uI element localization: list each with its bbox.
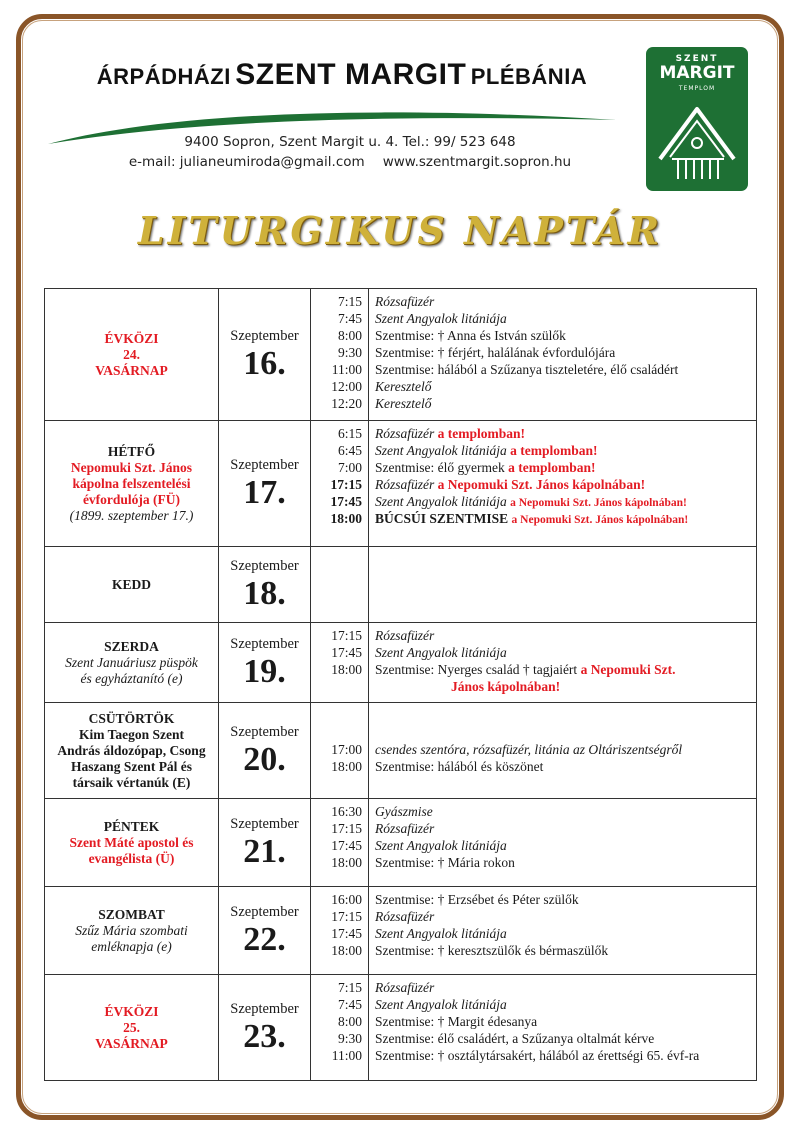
date-number: 20. — [243, 740, 286, 778]
day-label-line: SZOMBAT — [98, 906, 165, 922]
day-label-line: Szűz Mária szombati — [75, 922, 188, 938]
event-time: 9:30 — [337, 345, 362, 360]
event-text: Szentmise: † osztálytársakért, hálából az érettségi 65. évf-ra — [375, 1048, 700, 1063]
event-time: 18:00 — [330, 511, 362, 526]
event-time: 17:15 — [331, 909, 362, 924]
day-label-line: evangélista (Ü) — [88, 850, 175, 866]
event-text: Szent Angyalok litániája — [375, 645, 507, 660]
event-time: 17:15 — [331, 628, 362, 643]
times-cell — [311, 289, 369, 421]
event-text: Szent Angyalok litániája — [375, 838, 507, 853]
date-number: 17. — [243, 473, 286, 511]
event-time: 12:00 — [331, 379, 362, 394]
event-line — [375, 644, 756, 661]
event-time: 12:20 — [331, 396, 362, 411]
day-label-line: Nepomuki Szt. János — [70, 459, 193, 475]
day-label-line: 25. — [123, 1019, 140, 1035]
day-label-line: Haszang Szent Pál és — [70, 758, 193, 774]
event-text: a Nepomuki Szt. János kápolnában! — [437, 477, 646, 492]
day-label-line: kápolna felszentelési — [72, 475, 191, 491]
event-time: 6:15 — [337, 426, 362, 441]
event-text: Rózsafüzér — [375, 426, 438, 441]
event-time: 8:00 — [337, 328, 362, 343]
month-label: Szeptember — [230, 903, 299, 920]
calendar-row — [45, 799, 757, 887]
event-line — [375, 854, 756, 871]
event-text: Szentmise: † keresztszülők és bérmaszülők — [375, 943, 609, 958]
day-label-line: és egyháztanító (e) — [80, 670, 183, 686]
calendar-row — [45, 547, 757, 623]
event-text: János kápolnában! — [451, 679, 561, 694]
event-line — [375, 1030, 756, 1047]
events-cell — [369, 623, 757, 703]
event-line — [375, 707, 756, 724]
date-number: 19. — [243, 652, 286, 690]
day-label-line: VASÁRNAP — [95, 362, 168, 378]
event-time: 7:45 — [337, 997, 362, 1012]
event-text: Gyászmise — [375, 804, 433, 819]
events-cell — [369, 799, 757, 887]
date-cell — [219, 421, 311, 547]
church-icon — [656, 99, 738, 185]
times-cell — [311, 547, 369, 623]
event-text: Szent Angyalok litániája — [375, 443, 511, 458]
parish-name — [62, 58, 622, 92]
event-line — [375, 724, 756, 741]
day-cell — [45, 887, 219, 975]
day-cell — [45, 975, 219, 1081]
date-cell — [219, 703, 311, 799]
events-cell — [369, 547, 757, 623]
event-text: Rózsafüzér — [375, 821, 435, 836]
event-line — [375, 891, 756, 908]
event-line — [375, 678, 756, 695]
month-label: Szeptember — [230, 557, 299, 574]
parish-name-pre: ÁRPÁDHÁZI — [96, 64, 231, 89]
day-cell — [45, 703, 219, 799]
event-line — [375, 442, 756, 459]
event-time: 6:45 — [337, 443, 362, 458]
day-label-line: 24. — [123, 346, 140, 362]
day-label-line: évfordulója (FÜ) — [82, 491, 181, 507]
event-text: Szentmise: élő családért, a Szűzanya oltalmát kérve — [375, 1031, 655, 1046]
day-cell — [45, 547, 219, 623]
event-line — [375, 293, 756, 310]
event-line — [375, 310, 756, 327]
event-text: Szent Angyalok litániája — [375, 311, 507, 326]
event-time: 11:00 — [331, 362, 362, 377]
event-time: 17:15 — [331, 821, 362, 836]
day-cell — [45, 421, 219, 547]
date-cell — [219, 623, 311, 703]
event-text: a templomban! — [437, 426, 526, 441]
event-text: Szentmise: † Mária rokon — [375, 855, 515, 870]
logo-line-2: MARGIT — [659, 63, 735, 83]
event-text: Rózsafüzér — [375, 980, 435, 995]
event-time: 17:00 — [331, 742, 362, 757]
month-label: Szeptember — [230, 327, 299, 344]
times-cell — [311, 421, 369, 547]
month-label: Szeptember — [230, 815, 299, 832]
event-line — [375, 925, 756, 942]
events-cell — [369, 421, 757, 547]
event-time: 7:45 — [337, 311, 362, 326]
event-line — [375, 476, 756, 493]
event-line — [375, 661, 756, 678]
event-line — [375, 741, 756, 758]
date-number: 22. — [243, 920, 286, 958]
event-line — [375, 979, 756, 996]
event-text: BÚCSÚI SZENTMISE — [375, 511, 512, 526]
parish-name-post: PLÉBÁNIA — [470, 64, 588, 89]
event-time: 7:00 — [337, 460, 362, 475]
event-line — [375, 327, 756, 344]
date-cell — [219, 547, 311, 623]
month-label: Szeptember — [230, 456, 299, 473]
event-line — [375, 837, 756, 854]
day-label-line: ÉVKÖZI — [104, 1003, 159, 1019]
event-line — [375, 425, 756, 442]
event-line — [375, 395, 756, 412]
day-cell — [45, 623, 219, 703]
day-cell — [45, 289, 219, 421]
event-line — [375, 803, 756, 820]
event-text: Rózsafüzér — [375, 294, 435, 309]
web-line — [60, 152, 640, 172]
event-line — [375, 758, 756, 775]
calendar-row — [45, 975, 757, 1081]
event-time: 18:00 — [331, 759, 362, 774]
event-time: 17:45 — [331, 838, 362, 853]
event-text: Keresztelő — [375, 379, 432, 394]
event-text: Szentmise: † Anna és István szülők — [375, 328, 566, 343]
calendar-row — [45, 623, 757, 703]
event-line — [375, 510, 756, 527]
date-cell — [219, 289, 311, 421]
times-cell — [311, 623, 369, 703]
event-time: 17:45 — [331, 645, 362, 660]
event-text: Szent Angyalok litániája — [375, 494, 511, 509]
day-label-line: Kim Taegon Szent — [78, 726, 184, 742]
event-time: 7:15 — [337, 980, 362, 995]
event-text: Szentmise: † férjért, halálának évfordulójára — [375, 345, 616, 360]
church-logo — [646, 47, 748, 191]
event-text: a Nepomuki Szt. — [580, 662, 676, 677]
address-line: 9400 Sopron, Szent Margit u. 4. Tel.: 99/ 523 648 — [184, 134, 516, 150]
day-label-line: András áldozópap, Csong — [57, 742, 206, 758]
event-line — [375, 908, 756, 925]
times-cell — [311, 703, 369, 799]
event-time: 7:15 — [337, 294, 362, 309]
calendar-row — [45, 703, 757, 799]
event-text: Szentmise: † Erzsébet és Péter szülők — [375, 892, 579, 907]
event-time: 18:00 — [331, 855, 362, 870]
event-text: a templomban! — [510, 443, 598, 458]
date-number: 16. — [243, 344, 286, 382]
event-line — [375, 378, 756, 395]
event-line — [375, 820, 756, 837]
event-line — [375, 1047, 756, 1064]
liturgical-calendar-table — [44, 288, 757, 1081]
event-line — [375, 344, 756, 361]
day-label-line: Szent Máté apostol és — [69, 834, 194, 850]
month-label: Szeptember — [230, 635, 299, 652]
event-line — [375, 459, 756, 476]
times-cell — [311, 799, 369, 887]
event-line — [375, 627, 756, 644]
day-label-line: társaik vértanúk (E) — [72, 774, 191, 790]
date-cell — [219, 887, 311, 975]
calendar-row — [45, 421, 757, 547]
event-time: 17:45 — [331, 926, 362, 941]
event-time — [311, 724, 362, 741]
page-title: LITURGIKUS NAPTÁR — [137, 208, 663, 253]
contact-info — [60, 132, 640, 172]
day-label-line: VASÁRNAP — [95, 1035, 168, 1051]
day-cell — [45, 799, 219, 887]
month-label: Szeptember — [230, 1000, 299, 1017]
month-label: Szeptember — [230, 723, 299, 740]
event-line — [375, 942, 756, 959]
event-text: Rózsafüzér — [375, 909, 435, 924]
day-label-line: Szent Januáriusz püspök — [65, 654, 198, 670]
email-text: e-mail: julianeumiroda@gmail.com — [128, 154, 365, 170]
events-cell — [369, 289, 757, 421]
event-text: Rózsafüzér — [375, 628, 435, 643]
events-cell — [369, 975, 757, 1081]
day-label-line: PÉNTEK — [103, 818, 160, 834]
date-number: 23. — [243, 1017, 286, 1055]
event-text: Szentmise: hálából és köszönet — [375, 759, 544, 774]
event-text: Szentmise: † Margit édesanya — [375, 1014, 538, 1029]
event-text: Szent Angyalok litániája — [375, 926, 507, 941]
date-number: 21. — [243, 832, 286, 870]
date-cell — [219, 975, 311, 1081]
times-cell — [311, 975, 369, 1081]
day-label-line: KEDD — [111, 576, 151, 592]
event-time: 9:30 — [337, 1031, 362, 1046]
day-label-line: HÉTFŐ — [107, 443, 156, 459]
times-cell — [311, 887, 369, 975]
events-cell — [369, 703, 757, 799]
event-time: 8:00 — [337, 1014, 362, 1029]
calendar-row — [45, 887, 757, 975]
event-text: a Nepomuki Szt. János kápolnában! — [510, 497, 687, 509]
event-text: Szentmise: hálából a Szűzanya tiszteletére, élő családért — [375, 362, 679, 377]
event-text: csendes szentóra, rózsafüzér, litánia az Oltáriszentségről — [375, 742, 683, 757]
event-text: Szentmise: Nyerges család † tagjaiért — [375, 662, 581, 677]
event-time: 17:15 — [330, 477, 362, 492]
day-label-line: ÉVKÖZI — [104, 330, 159, 346]
date-number: 18. — [243, 574, 286, 612]
day-label-line: (1899. szeptember 17.) — [69, 507, 194, 523]
parish-name-main: SZENT MARGIT — [235, 58, 467, 91]
event-line — [375, 493, 756, 510]
event-time: 16:30 — [331, 804, 362, 819]
event-time — [311, 678, 362, 695]
logo-line-1: SZENT — [675, 54, 719, 64]
event-text: Szentmise: élő gyermek — [375, 460, 509, 475]
event-line — [375, 996, 756, 1013]
event-text: a Nepomuki Szt. János kápolnában! — [511, 514, 689, 526]
event-time: 18:00 — [331, 943, 362, 958]
event-time: 16:00 — [331, 892, 362, 907]
event-text: Keresztelő — [375, 396, 432, 411]
event-line — [375, 361, 756, 378]
event-time: 17:45 — [330, 494, 362, 509]
day-label-line: emléknapja (e) — [91, 938, 172, 954]
day-label-line: SZERDA — [104, 638, 159, 654]
event-text: Rózsafüzér — [375, 477, 438, 492]
event-time: 11:00 — [331, 1048, 362, 1063]
event-time — [311, 707, 362, 724]
calendar-row — [45, 289, 757, 421]
event-line — [375, 1013, 756, 1030]
website-text: www.szentmargit.sopron.hu — [382, 154, 572, 170]
date-cell — [219, 799, 311, 887]
event-text: Szent Angyalok litániája — [375, 997, 507, 1012]
day-label-line: CSÜTÖRTÖK — [88, 710, 175, 726]
events-cell — [369, 887, 757, 975]
event-text: a templomban! — [508, 460, 596, 475]
event-time: 18:00 — [331, 662, 362, 677]
logo-line-3: TEMPLOM — [678, 85, 716, 92]
